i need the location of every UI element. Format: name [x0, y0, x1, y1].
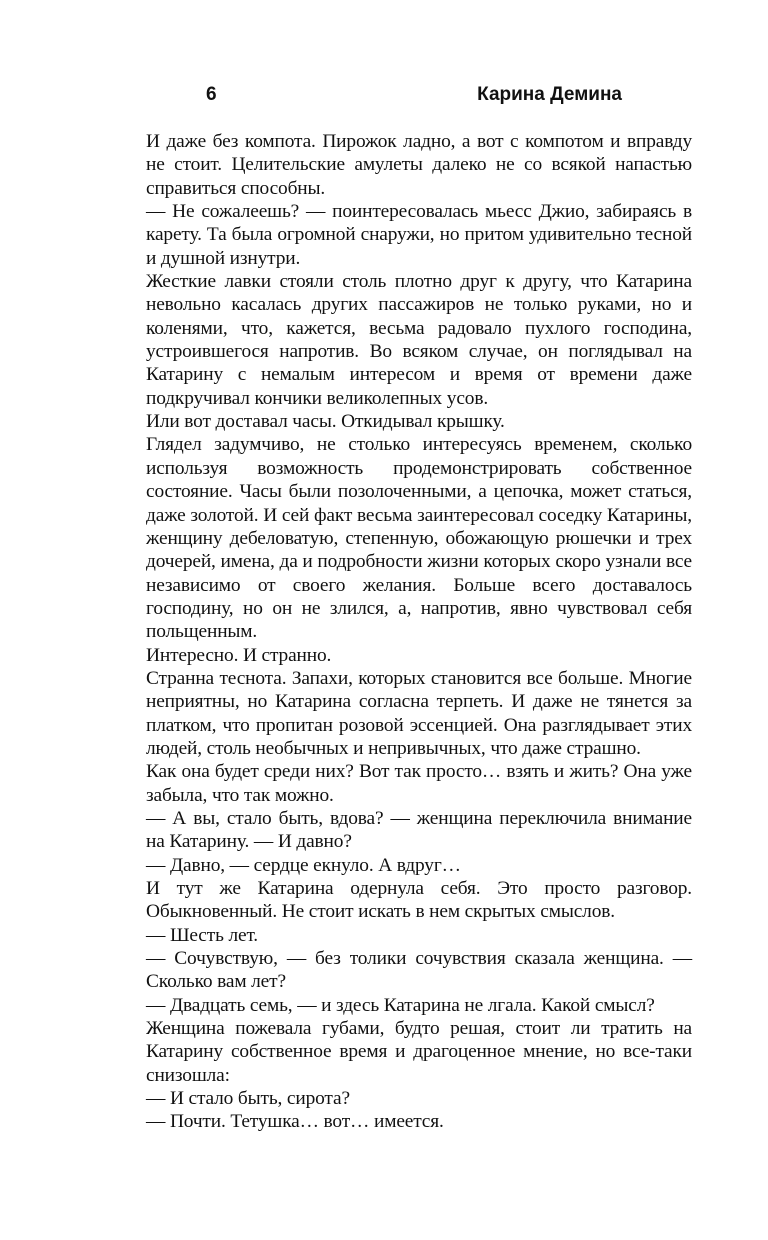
body-text	[146, 130, 692, 1134]
paragraph: Странна теснота. Запахи, которых становится все больше. Многие неприятны, но Катарина согласна терпеть. И даже не тянется за платком, что пропитан розовой эссенцией. Она разглядывает этих людей, столь необычных и непривычных, что даже страшно.	[146, 667, 692, 759]
paragraph: Женщина пожевала губами, будто решая, стоит ли тратить на Катарину собственное время и драгоценное мнение, но все-таки снизошла:	[146, 1018, 692, 1086]
paragraph: — Шесть лет.	[146, 924, 259, 946]
paragraph: Глядел задумчиво, не столько интересуясь временем, сколько используя возможность продемонстрировать собственное состояние. Часы были позолоченными, а цепочка, может статься, даже золотой. И сей факт весьма заинтересовал соседку Катарины, женщину дебеловатую, степенную, обожающую рюшечки и трех дочерей, имена, да и подробности жизни которых скоро узнали все независимо от своего желания. Больше всего доставалось господину, но он не злился, а, напротив, явно чувствовал себя польщенным.	[146, 434, 692, 643]
paragraph: — Сочувствую, — без толики сочувствия сказала женщина. — Сколько вам лет?	[146, 948, 692, 993]
paragraph: Или вот доставал часы. Откидывал крышку.	[146, 411, 505, 433]
paragraph: Интересно. И странно.	[146, 644, 332, 666]
paragraph: Как она будет среди них? Вот так просто… взять и жить? Она уже забыла, что так можно.	[146, 761, 692, 806]
paragraph: — И стало быть, сирота?	[146, 1088, 350, 1110]
page-number: 6	[206, 84, 217, 105]
paragraph: — А вы, стало быть, вдова? — женщина переключила внимание на Катарину. — И давно?	[146, 807, 692, 853]
paragraph: — Не сожалеешь? — поинтересовалась мьесс Джио, забираясь в карету. Та была огромной снаружи, но притом удивительно тесной и душной изнутри.	[146, 201, 692, 269]
paragraph: И тут же Катарина одернула себя. Это просто разговор. Обыкновенный. Не стоит искать в нем скрытых смыслов.	[146, 878, 692, 923]
paragraph: — Двадцать семь, — и здесь Катарина не лгала. Какой смысл?	[146, 994, 655, 1016]
running-head-author: Карина Демина	[477, 84, 622, 105]
paragraph: — Давно, — сердце екнуло. А вдруг…	[146, 854, 461, 876]
page-header	[146, 84, 622, 114]
paragraph: Жесткие лавки стояли столь плотно друг к другу, что Катарина невольно касалась других пассажиров не только руками, но и коленями, что, кажется, весьма радовало пухлого господина, устроившегося напротив. Во всяком случае, он поглядывал на Катарину с немалым интересом и время от времени даже подкручивал кончики великолепных усов.	[146, 271, 692, 409]
paragraph: — Почти. Тетушка… вот… имеется.	[146, 1111, 444, 1133]
paragraph: И даже без компота. Пирожок ладно, а вот с компотом и вправду не стоит. Целительские амулеты далеко не со всякой напастью справиться способны.	[146, 131, 692, 199]
